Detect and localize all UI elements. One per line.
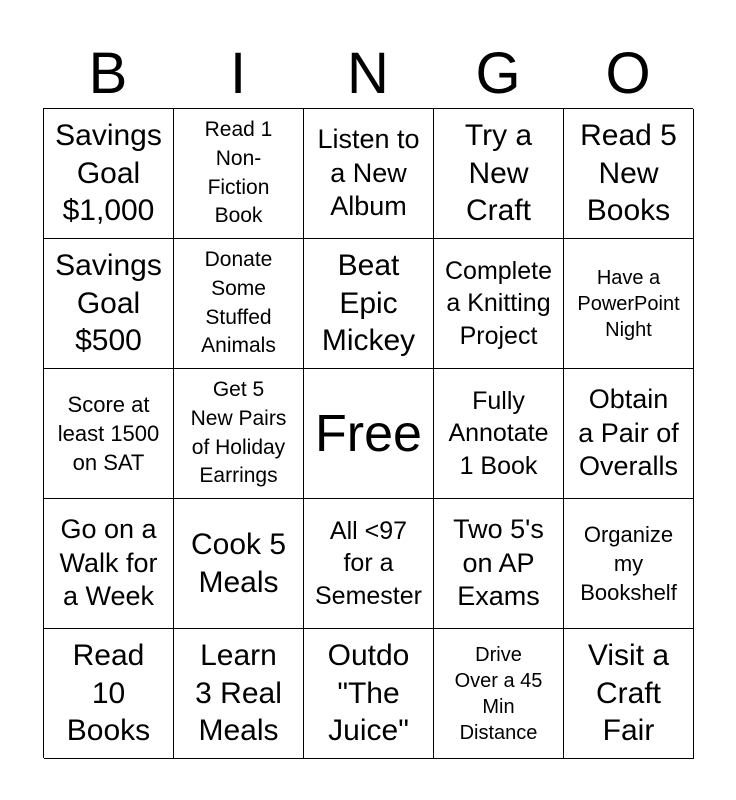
bingo-cell-r4-c5[interactable]	[564, 499, 694, 629]
cell-text: Go on a Walk for a Week	[59, 513, 158, 612]
bingo-cell-r1-c5[interactable]	[564, 109, 694, 239]
bingo-cell-r1-c1[interactable]	[44, 109, 174, 239]
header-letter-i: I	[229, 41, 247, 106]
header-letter-b: B	[88, 41, 128, 106]
bingo-cell-r2-c4[interactable]	[434, 239, 564, 369]
cell-text: Learn 3 Real Meals	[195, 639, 282, 748]
bingo-board	[43, 108, 693, 758]
cell-text: Read 1 Non- Fiction Book	[204, 117, 273, 228]
bingo-cell-r5-c1[interactable]	[44, 629, 174, 759]
cell-text: Fully Annotate 1 Book	[448, 386, 549, 480]
bingo-cell-r4-c4[interactable]	[434, 499, 564, 629]
cell-text: Two 5's on AP Exams	[453, 513, 544, 612]
bingo-cell-r4-c2[interactable]	[174, 499, 304, 629]
cell-text: Drive Over a 45 Min Distance	[454, 643, 543, 744]
bingo-cell-r4-c3[interactable]	[304, 499, 434, 629]
cell-text: Beat Epic Mickey	[321, 249, 416, 358]
cell-text: Try a New Craft	[464, 119, 533, 228]
cell-text: Obtain a Pair of Overalls	[578, 383, 679, 482]
cell-text: Have a PowerPoint Night	[577, 266, 680, 341]
cell-text: Savings Goal $500	[55, 249, 162, 358]
header-letter-n: N	[347, 41, 389, 106]
header-letter-o: O	[605, 41, 651, 106]
bingo-cell-r5-c4[interactable]	[434, 629, 564, 759]
bingo-cell-r3-c1[interactable]	[44, 369, 174, 499]
bingo-cell-r3-c2[interactable]	[174, 369, 304, 499]
cell-text: Complete a Knitting Project	[445, 256, 552, 350]
cell-text: Listen to a New Album	[317, 123, 420, 222]
cell-text: Savings Goal $1,000	[55, 119, 162, 228]
bingo-cell-r2-c2[interactable]	[174, 239, 304, 369]
bingo-cell-r2-c3[interactable]	[304, 239, 434, 369]
bingo-cell-r1-c2[interactable]	[174, 109, 304, 239]
bingo-cell-r5-c3[interactable]	[304, 629, 434, 759]
bingo-cell-r3-c5[interactable]	[564, 369, 694, 499]
bingo-cell-free[interactable]	[304, 369, 434, 499]
bingo-cell-r3-c4[interactable]	[434, 369, 564, 499]
free-space-text: Free	[315, 404, 422, 463]
header-letter-g: G	[475, 41, 521, 106]
bingo-header	[43, 40, 693, 108]
bingo-cell-r5-c5[interactable]	[564, 629, 694, 759]
cell-text: Outdo "The Juice"	[327, 639, 410, 748]
bingo-cell-r1-c3[interactable]	[304, 109, 434, 239]
cell-text: Organize my Bookshelf	[580, 521, 677, 606]
cell-text: Cook 5 Meals	[190, 528, 287, 599]
cell-text: Read 10 Books	[66, 639, 151, 748]
cell-text: Read 5 New Books	[580, 119, 677, 228]
bingo-cell-r2-c1[interactable]	[44, 239, 174, 369]
bingo-cell-r4-c1[interactable]	[44, 499, 174, 629]
cell-text: All <97 for a Semester	[315, 516, 422, 610]
bingo-cell-r1-c4[interactable]	[434, 109, 564, 239]
cell-text: Visit a Craft Fair	[587, 639, 670, 748]
cell-text: Donate Some Stuffed Animals	[201, 247, 276, 358]
bingo-cell-r2-c5[interactable]	[564, 239, 694, 369]
cell-text: Get 5 New Pairs of Holiday Earrings	[190, 377, 287, 488]
bingo-cell-r5-c2[interactable]	[174, 629, 304, 759]
cell-text: Score at least 1500 on SAT	[57, 391, 160, 476]
